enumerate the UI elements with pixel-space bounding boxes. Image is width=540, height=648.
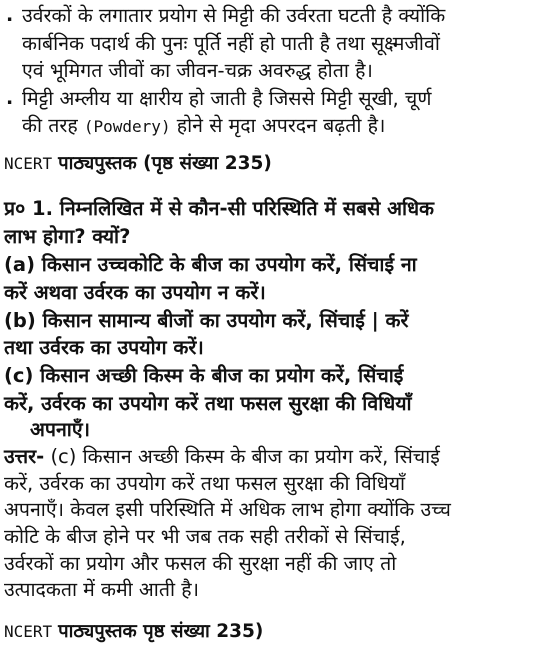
bullet-2-english-term: (Powdery) [83,117,171,136]
option-b-line-1: (b) किसान सामान्य बीजों का उपयोग करें, सिंचाई | करें [4,309,409,332]
section-heading-2-text: पाठ्यपुस्तक पृष्ठ संख्या 235) [58,621,264,642]
bullet-2-line-1: मिट्टी अम्लीय या क्षारीय हो जाती है जिससे मिट्टी सूखी, चूर्ण [22,87,432,110]
bullet-2-text-b: होने से मृदा अपरदन बढ़ती है। [176,114,386,137]
bullet-1-line-2: कार्बनिक पदार्थ की पुनः पूर्ति नहीं हो पाती है तथा सूक्ष्मजीवों [22,32,440,55]
answer-line-5: उर्वरकों का प्रयोग और फसल की सुरक्षा नहीं की जाए तो [4,552,397,575]
answer-line-4: कोटि के बीज होने पर भी जब तक सही तरीकों से सिंचाई, [4,525,406,548]
section-heading-2-prefix: NCERT [4,622,53,641]
section-heading-1-prefix: NCERT [4,154,53,173]
section-heading-2 [4,620,263,644]
answer-label: उत्तर- [4,445,45,468]
bullet-1-line-3: एवं भूमिगत जीवों का जीवन-चक्र अवरुद्ध होता है। [22,59,373,82]
section-heading-1 [4,152,272,176]
bullet-marker: . [6,4,14,26]
bullet-1-line-1: उर्वरकों के लगातार प्रयोग से मिट्टी की उर्वरता घटती है क्योंकि [22,4,446,27]
question-line-1: प्र० 1. निम्नलिखित में से कौन-सी परिस्थिति में सबसे अधिक [4,197,435,220]
answer-line-1 [4,445,440,469]
question-line-2: लाभ होगा? क्यों? [4,225,131,248]
section-heading-1-text: पाठ्यपुस्तक (पृष्ठ संख्या 235) [58,153,272,174]
answer-line-3: अपनाएँ। केवल इसी परिस्थिति में अधिक लाभ होगा क्योंकि उच्च [4,498,451,521]
bullet-2-line-2 [22,114,385,139]
option-c-line-1: (c) किसान अच्छी किस्म के बीज का प्रयोग करें, सिंचाई [4,364,404,387]
option-a-line-1: (a) किसान उच्चकोटि के बीज का उपयोग करें, सिंचाई ना [4,253,417,276]
option-a-line-2: करें अथवा उर्वरक का उपयोग न करें। [4,281,266,304]
answer-line-2: करें, उर्वरक का उपयोग करें तथा फसल सुरक्षा की विधियाँ [4,472,406,495]
answer-line-6: उत्पादकता में कमी आती है। [4,578,199,601]
bullet-marker: . [6,87,14,109]
option-b-line-2: तथा उर्वरक का उपयोग करें। [4,336,204,359]
bullet-2-text-a: की तरह [22,114,78,137]
option-c-line-3: अपनाएँ। [30,418,91,441]
answer-text-1: (c) किसान अच्छी किस्म के बीज का प्रयोग करें, सिंचाई [50,445,440,468]
option-c-line-2: करें, उर्वरक का उपयोग करें तथा फसल सुरक्षा की विधियाँ [4,392,412,415]
